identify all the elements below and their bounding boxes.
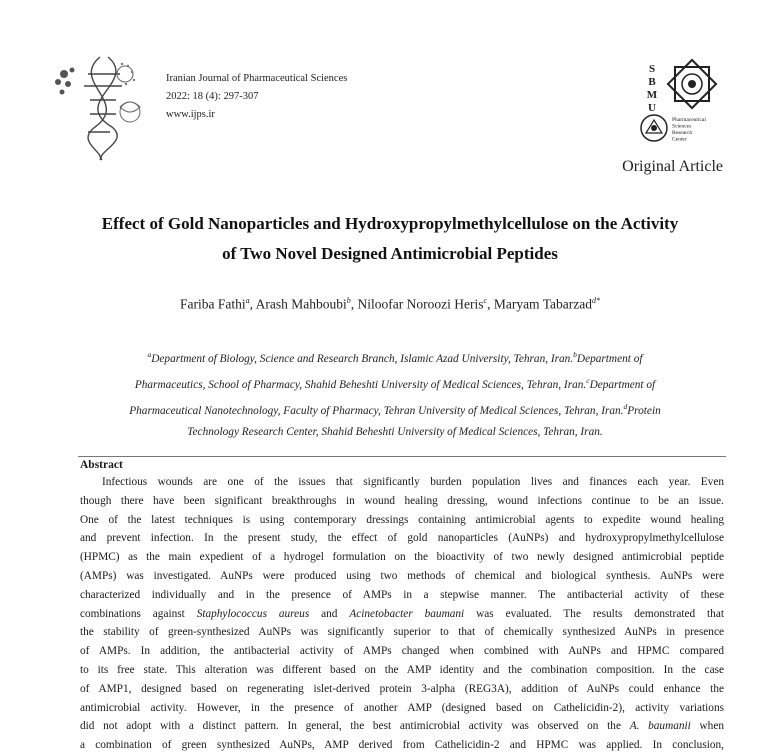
article-type-label: Original Article (622, 158, 723, 175)
sbmu-logo (640, 58, 730, 150)
species-name: A. baumanii (629, 720, 691, 733)
species-name: Acinetobacter baumani (349, 607, 465, 620)
author-affiliation-mark: d* (591, 296, 600, 305)
journal-logo (50, 52, 150, 162)
affiliation-line (90, 370, 700, 396)
abstract-line (80, 642, 724, 661)
affiliation-mark: c (586, 375, 590, 385)
title-line: of Two Novel Designed Antimicrobial Peptides (222, 244, 558, 263)
abstract-text: and (309, 607, 350, 620)
abstract-line (80, 473, 724, 492)
title-line: Effect of Gold Nanoparticles and Hydroxypropylmethylcellulose on the Activity (101, 214, 679, 233)
abstract-line (80, 623, 724, 642)
species-name: Staphylococcus aureus (196, 607, 310, 620)
abstract-line (80, 736, 724, 755)
dna-flower-emblem-icon (50, 52, 150, 162)
abstract-line (80, 661, 724, 680)
abstract-line (80, 699, 724, 718)
author-name: Arash Mahboubi (255, 296, 347, 312)
affiliation-line (90, 421, 700, 443)
abstract-text: antimicrobial activity. However, in the presence of another AMP (designed based on Cathelicidin-2), activity variations (80, 701, 724, 714)
journal-issue: 2022: 18 (4): 297-307 (166, 91, 259, 102)
abstract-text: (HPMC) as the main expedient of a hydrogel formulation on the bioactivity of two newly designed antimicrobial peptide (80, 551, 724, 564)
abstract-text: was evaluated. The results demonstrated that (464, 607, 724, 620)
sbmu-letter: U (648, 102, 656, 114)
research-center-label: Research (672, 130, 693, 136)
abstract-line (80, 511, 724, 530)
author-name: Niloofar Noroozi Heris (357, 296, 484, 312)
abstract-text: to its free state. This alteration was different based on the AMP identity and the combination composition. In the case (80, 663, 724, 676)
author-name: Maryam Tabarzad (493, 296, 592, 312)
author-list: Fariba Fathi$^a$, Arash Mahboubi$^b$, Niloofar Noroozi Heris$^c$, Maryam Tabarzad$^{d*}$ (180, 296, 600, 312)
author-affiliation-mark: a (245, 296, 250, 305)
author-name: Fariba Fathi (180, 296, 246, 312)
affiliation-text: Pharmaceutical Nanotechnology, Faculty of Pharmacy, Tehran University of Medical Sciences, Tehran, Iran. (129, 404, 624, 417)
abstract-body (80, 473, 724, 755)
affiliation-text: Department of (576, 352, 643, 365)
affiliation-text: Department of Biology, Science and Research Branch, Islamic Azad University, Tehran, Iran. (151, 352, 574, 365)
journal-info (166, 70, 347, 124)
author-affiliation-mark: c (483, 296, 488, 305)
abstract-text: (AMPs) was investigated. AuNPs were produced using two methods of chemical and biological synthesis. AuNPs were (80, 569, 724, 582)
affiliation-line (90, 344, 700, 370)
research-center-label: Pharmaceutical (672, 117, 706, 123)
abstract-text: a combination of green synthesized AuNPs, AMP derived from Cathelicidin-2 and HPMC was applied. In conclusion, (80, 739, 724, 752)
affiliation-text: Department of (589, 378, 656, 391)
author-affiliation-mark: b (346, 296, 351, 305)
abstract-text: of AMPs. In addition, the antibacterial activity of AMPs changed when combined with AuNPs and HPMC compared (80, 645, 724, 658)
abstract-text: combinations against (80, 607, 197, 620)
research-center-label: Center (672, 136, 687, 143)
abstract-text: did not adopt with a distinct pattern. In general, the best antimicrobial activity was observed on the (80, 720, 630, 733)
abstract-text: One of the latest techniques is using contemporary dressings containing antimicrobial agents to expedite wound healing (80, 513, 724, 526)
sbmu-emblem-icon (640, 58, 730, 150)
abstract-line (80, 529, 724, 548)
abstract-line (80, 586, 724, 605)
sbmu-letter: S (648, 63, 656, 75)
abstract-line (80, 605, 724, 624)
sbmu-letter: B (648, 76, 656, 88)
affiliation-text: Technology Research Center, Shahid Beheshti University of Medical Sciences, Tehran, Iran. (187, 426, 603, 439)
sbmu-letter: M (646, 89, 658, 101)
article-title (60, 209, 720, 269)
affiliation-text: Protein (627, 404, 661, 417)
abstract-line (80, 548, 724, 567)
abstract-text: Infectious wounds are one of the issues that significantly burden population lives and finances each year. Even (102, 476, 724, 488)
abstract-text: characterized individually and in the presence of AMPs in a stepwise manner. The antibacterial activity of these (80, 588, 724, 601)
abstract-text: though there have been significant breakthroughs in wound healing dressing, wound infections continue to be an issue. (80, 494, 724, 507)
research-center-label: Sciences (672, 123, 692, 130)
abstract-line (80, 492, 724, 511)
abstract-line (80, 680, 724, 699)
abstract-heading: Abstract (80, 459, 123, 471)
affiliation-list (90, 344, 700, 443)
abstract-line (80, 567, 724, 586)
journal-website[interactable]: www.ijps.ir (166, 109, 215, 120)
affiliation-text: Pharmaceutics, School of Pharmacy, Shahid Beheshti University of Medical Sciences, Tehran, Iran. (134, 378, 587, 391)
abstract-divider (78, 456, 726, 457)
affiliation-mark: d (623, 401, 628, 411)
abstract-text: when (690, 720, 724, 733)
affiliation-mark: b (573, 350, 577, 359)
affiliation-mark: a (147, 350, 152, 359)
abstract-text: and prevent infection. In the present study, the effect of gold nanoparticles (AuNPs) and hydroxypropylmethylcellulose (80, 532, 724, 545)
affiliation-line (90, 396, 700, 422)
abstract-line (80, 717, 724, 736)
abstract-text: of AMP1, designed based on regenerating islet-derived protein 3-alpha (REG3A), addition of AuNPs could enhance the (80, 682, 724, 695)
abstract-text: the stability of green-synthesized AuNPs was significantly superior to that of chemically synthesized AuNPs in presence (80, 626, 724, 639)
journal-name: Iranian Journal of Pharmaceutical Sciences (166, 73, 348, 84)
